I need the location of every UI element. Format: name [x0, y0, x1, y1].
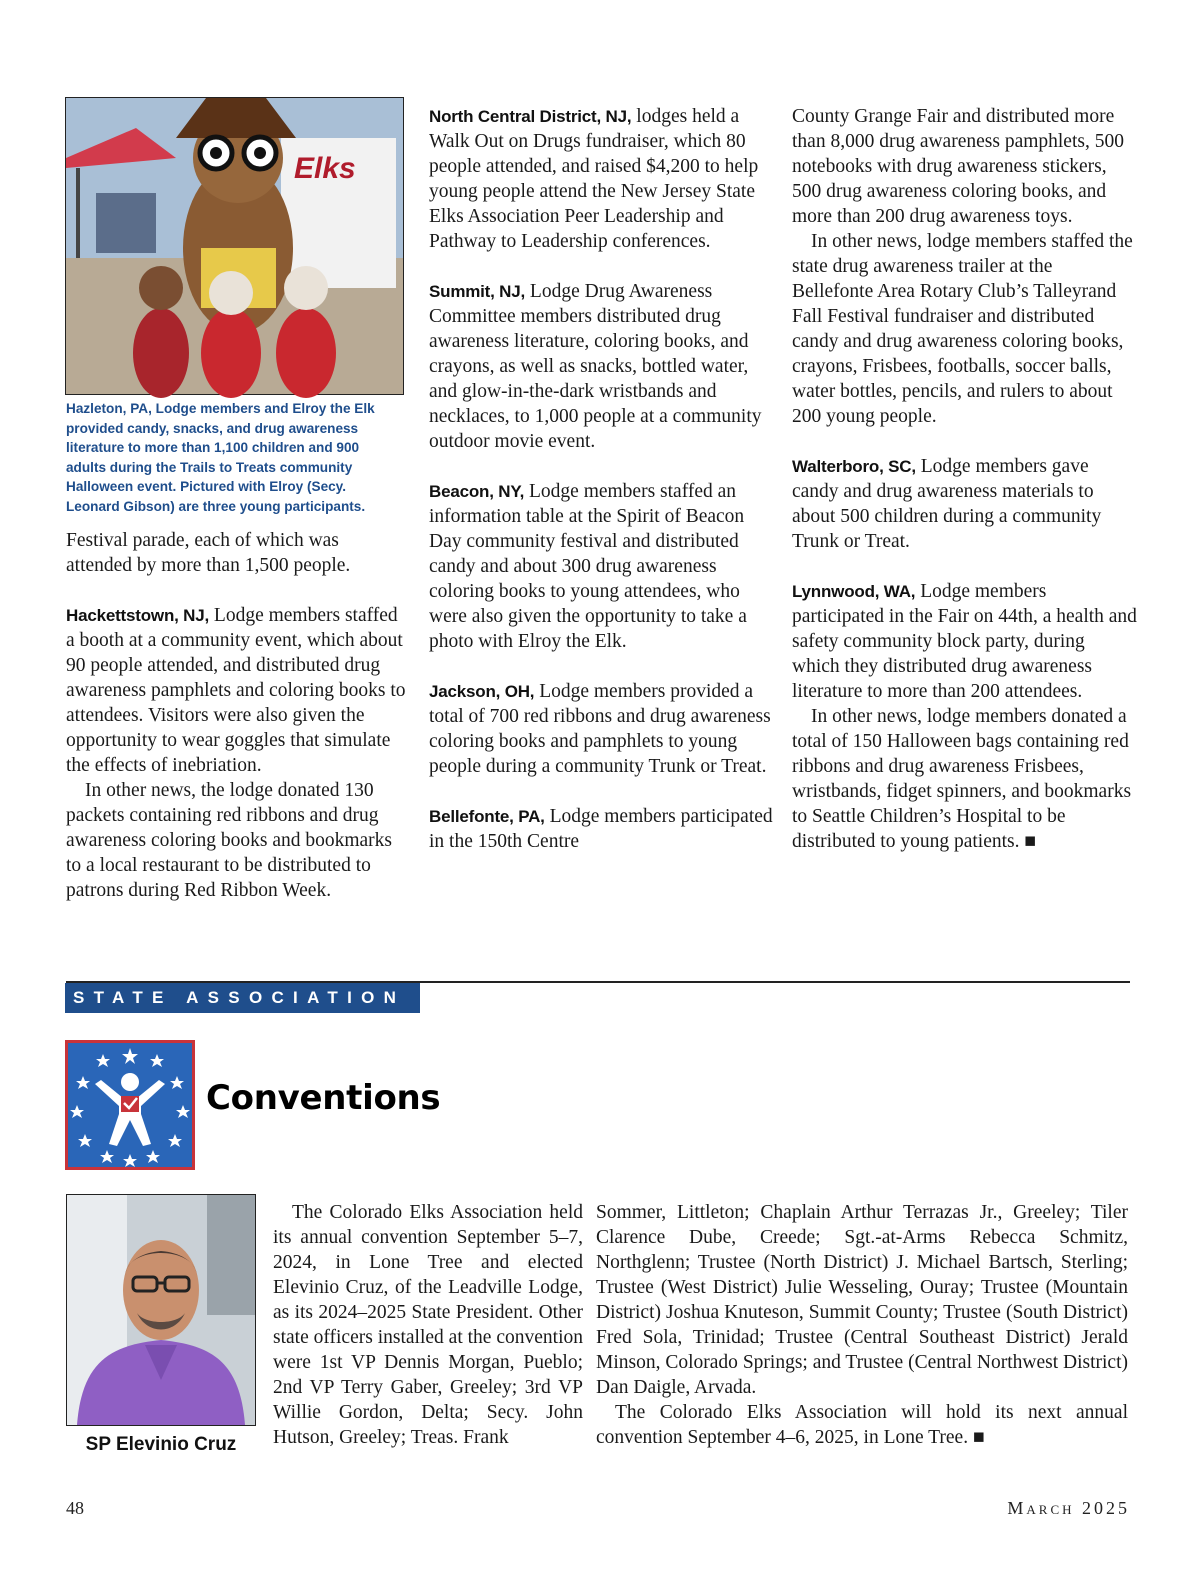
paragraph: Sommer, Littleton; Chaplain Arthur Terrazas Jr., Greeley; Tiler Clarence Dube, Creede; Sgt.-at-Arms Rebecca Schmitz, Northglenn; Trustee (North District) J. Michael Bartsch, Sterling; Trustee (West District) Julie Wesseling, Ouray; Trustee (Mountain District) Joshua Knuteson, Summit County; Trustee (South District) Fred Sola, Trinidad; Trustee (Central Southeast District) Jerald Minson, Colorado Springs; and Trustee (Central Northwest District) Dan Daigle, Arvada. — [596, 1202, 1128, 1398]
location-heading: North Central District, NJ, — [429, 107, 632, 126]
convention-column-2 — [596, 1200, 1128, 1450]
end-mark-icon: ■ — [972, 1427, 985, 1448]
paragraph-text: Lodge Drug Awareness Committee members distributed drug awareness literature, coloring books, and crayons, as well as snacks, bottled water, and glow-in-the-dark wristbands and necklaces, to 1,000 people at a community outdoor movie event. — [429, 281, 762, 452]
paragraph-beacon — [429, 479, 774, 654]
location-heading: Summit, NJ, — [429, 282, 526, 301]
paragraph: County Grange Fair and distributed more than 8,000 drug awareness pamphlets, 500 notebooks with drug awareness stickers, 500 drug awareness coloring books, and more than 200 drug awareness toys. — [792, 106, 1124, 227]
article-column-1 — [66, 528, 406, 903]
paragraph-text: Lodge members participated in the 150th Centre — [429, 806, 773, 852]
end-mark-icon: ■ — [1024, 831, 1037, 852]
paragraph-north-central — [429, 104, 774, 254]
location-heading: Beacon, NY, — [429, 482, 525, 501]
paragraph-jackson — [429, 679, 774, 779]
location-heading: Hackettstown, NJ, — [66, 606, 210, 625]
hazleton-event-photo — [65, 97, 404, 395]
portrait-caption: SP Elevinio Cruz — [85, 1434, 237, 1455]
paragraph: Festival parade, each of which was attended by more than 1,500 people. — [66, 530, 351, 576]
paragraph-text: Lodge members provided a total of 700 red ribbons and drug awareness coloring books and pamphlets to young people during a community Trunk or Treat. — [429, 681, 771, 777]
convention-column-1 — [273, 1200, 583, 1450]
paragraph-text: The Colorado Elks Association will hold its next annual convention September 4–6, 2025, in Lone Tree. — [596, 1402, 1128, 1448]
paragraph-walterboro — [792, 454, 1137, 554]
page-number: 48 — [66, 1498, 84, 1518]
paragraph-closing — [792, 704, 1137, 854]
location-heading: Jackson, OH, — [429, 682, 535, 701]
elks-sign-text: Elks — [294, 152, 356, 185]
photo-caption — [66, 399, 402, 516]
paragraph-summit — [429, 279, 774, 454]
paragraph-text: Lodge members gave candy and drug awareness materials to about 500 children during a community Trunk or Treat. — [792, 456, 1102, 552]
paragraph: In other news, the lodge donated 130 packets containing red ribbons and drug awareness coloring books and bookmarks to a local restaurant to be distributed to patrons during Red Ribbon Week. — [66, 780, 393, 901]
paragraph-text: lodges held a Walk Out on Drugs fundraiser, which 80 people attended, and raised $4,200 to help young people attend the New Jersey State Elks Association Peer Leadership and Pathway to Leadership conferences. — [429, 106, 759, 252]
section-banner: STATE ASSOCIATION NEWS — [65, 983, 420, 1013]
issue-date: March 2025 — [1007, 1498, 1130, 1518]
paragraph: The Colorado Elks Association held its annual convention September 5–7, 2024, in Lone Tree and elected Elevinio Cruz, of the Leadville Lodge, as its 2024–2025 State President. Other state officers installed at the convention were 1st VP Dennis Morgan, Pueblo; 2nd VP Terry Gaber, Greeley; 3rd VP Willie Gordon, Delta; Secy. John Hutson, Greeley; Treas. Frank — [273, 1202, 583, 1448]
location-heading: Bellefonte, PA, — [429, 807, 545, 826]
paragraph-hackettstown — [66, 603, 406, 778]
paragraph-text: Lodge members staffed a booth at a community event, which about 90 people attended, and distributed drug awareness pamphlets and coloring books to attendees. Visitors were also given the opportunity to wear goggles that simulate the effects of inebriation. — [66, 605, 406, 776]
paragraph-bellefonte — [429, 804, 774, 854]
elks-drug-awareness-logo-icon — [65, 1040, 195, 1170]
paragraph-text: Lodge members staffed an information table at the Spirit of Beacon Day community festival and distributed candy and about 300 drug awareness coloring books to young attendees, who were also given the opportunity to take a photo with Elroy the Elk. — [429, 481, 747, 652]
portrait-photo — [66, 1194, 256, 1426]
paragraph: In other news, lodge members staffed the state drug awareness trailer at the Bellefonte Area Rotary Club’s Talleyrand Fall Festival fundraiser and distributed candy and drug awareness coloring books, crayons, Frisbees, footballs, soccer balls, water bottles, pencils, and rulers to about 200 young people. — [792, 231, 1133, 427]
paragraph-text: Lodge members participated in the Fair on 44th, a health and safety community block party, during which they distributed drug awareness literature to more than 200 attendees. — [792, 581, 1137, 702]
paragraph-text: In other news, lodge members donated a total of 150 Halloween bags containing red ribbons and drug awareness Frisbees, wristbands, fidget spinners, and bookmarks to Seattle Children’s Hospital to be distributed to young patients. — [792, 706, 1132, 852]
paragraph-closing — [596, 1400, 1128, 1450]
section-title: Conventions — [206, 1078, 441, 1118]
portrait-illustration — [67, 1195, 255, 1425]
mascot-photo-illustration — [66, 98, 403, 394]
location-heading: Lynnwood, WA, — [792, 582, 916, 601]
caption-lead: Hazleton, PA, — [66, 401, 152, 416]
caption-text: Lodge members and Elroy the Elk provided candy, snacks, and drug awareness literature to more than 1,100 children and 900 adults during the Trails to Treats community Halloween event. Pictured with Elroy (Secy. Leonard Gibson) are three young participants. — [66, 401, 375, 514]
paragraph-lynnwood — [792, 579, 1137, 704]
article-column-2 — [429, 104, 774, 854]
article-column-3 — [792, 104, 1137, 854]
location-heading: Walterboro, SC, — [792, 457, 916, 476]
